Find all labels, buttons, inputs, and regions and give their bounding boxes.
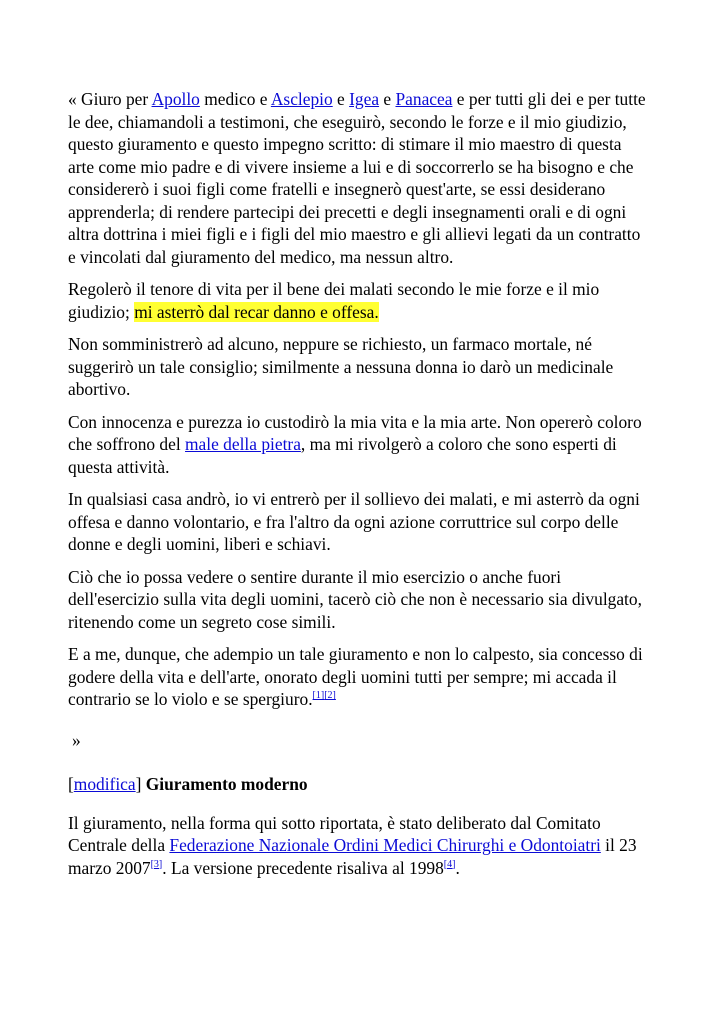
link-igea[interactable]: Igea xyxy=(349,89,380,109)
oath-paragraph-3 xyxy=(68,333,648,401)
text: e per tutti gli dei e per tutte le dee, chiamandoli a testimoni, che eseguirò, secondo le forze e il mio giudizio, questo giuramento e questo impegno scritto: di stimare il mio maestro di questa arte come mio padre e di vivere insieme a lui e di soccorrerlo se ha bisogno e che considererò i suoi figli come fratelli e insegnerò quest'arte, se essi desiderano apprenderla; di rendere partecipi dei precetti e degli insegnamenti orali e di ogni altra dottrina i miei figli e i figli del mio maestro e gli allievi legati da un contratto e vincolati dal giuramento del medico, ma nessun altro. xyxy=(68,89,646,267)
link-fnomceo[interactable]: Federazione Nazionale Ordini Medici Chirurghi e Odontoiatri xyxy=(169,835,601,855)
section-heading xyxy=(68,773,648,796)
link-panacea[interactable]: Panacea xyxy=(395,89,453,109)
link-asclepio[interactable]: Asclepio xyxy=(270,89,333,109)
text: Non somministrerò ad alcuno, neppure se richiesto, un farmaco mortale, né suggerirò un tale consiglio; similmente a nessuna donna io darò un medicinale abortivo. xyxy=(68,334,614,399)
text: Il giuramento, nella forma qui sotto riportata, è stato deliberato dal Comitato Centrale della xyxy=(68,812,601,855)
text: E a me, dunque, che adempio un tale giuramento e non lo calpesto, sia concesso di godere della vita e dell'arte, onorato degli uomini tutti per sempre; mi accada il contrario se lo violo e se spergiuro. xyxy=(68,644,643,709)
reference-1-link[interactable]: [1] xyxy=(312,690,325,701)
intro-paragraph xyxy=(68,812,648,880)
oath-paragraph-6 xyxy=(68,566,648,634)
oath-paragraph-4 xyxy=(68,411,648,479)
link-male-della-pietra[interactable]: male della pietra xyxy=(185,434,301,454)
text: il 23 marzo 2007 xyxy=(68,835,637,878)
text: medico e xyxy=(199,89,271,109)
text: . La versione precedente risaliva al 1998 xyxy=(162,857,444,878)
section-title: Giuramento moderno xyxy=(145,774,308,794)
text: , ma mi rivolgerò a coloro che sono esperti di questa attività. xyxy=(68,434,617,477)
oath-paragraph-1 xyxy=(68,88,648,268)
bracket-open: [ xyxy=(68,774,74,794)
bracket-close: ] xyxy=(135,774,142,794)
reference-2-link[interactable]: [2] xyxy=(324,690,336,701)
text: In qualsiasi casa andrò, io vi entrerò per il sollievo dei malati, e mi asterrò da ogni offesa e danno volontario, e fra l'altro da ogni azione corruttrice sul corpo delle donne e degli uomini, liberi e schiavi. xyxy=(68,489,640,554)
text: e xyxy=(379,89,396,109)
text: . xyxy=(455,857,460,878)
oath-paragraph-7 xyxy=(68,643,648,711)
document-page xyxy=(68,88,648,889)
highlighted-text: mi asterrò dal recar danno e offesa. xyxy=(134,301,379,322)
edit-section-link[interactable]: modifica xyxy=(73,774,136,794)
oath-paragraph-2 xyxy=(68,278,648,323)
reference-3-link[interactable]: [3] xyxy=(150,858,163,870)
text: Regolerò il tenore di vita per il bene dei malati secondo le mie forze e il mio giudizio; xyxy=(68,279,600,322)
closing-quote: » xyxy=(72,729,81,750)
text: « Giuro per xyxy=(68,89,152,109)
text: e xyxy=(332,89,350,109)
text: Con innocenza e purezza io custodirò la mia vita e la mia arte. Non opererò coloro che soffrono del xyxy=(68,411,642,454)
oath-paragraph-5 xyxy=(68,488,648,556)
text: Ciò che io possa vedere o sentire durante il mio esercizio o anche fuori dell'esercizio sulla vita degli uomini, tacerò ciò che non è necessario sia divulgato, ritenendo come un segreto cose simili. xyxy=(68,566,642,632)
link-apollo[interactable]: Apollo xyxy=(151,89,200,109)
reference-4-link[interactable]: [4] xyxy=(443,858,456,870)
